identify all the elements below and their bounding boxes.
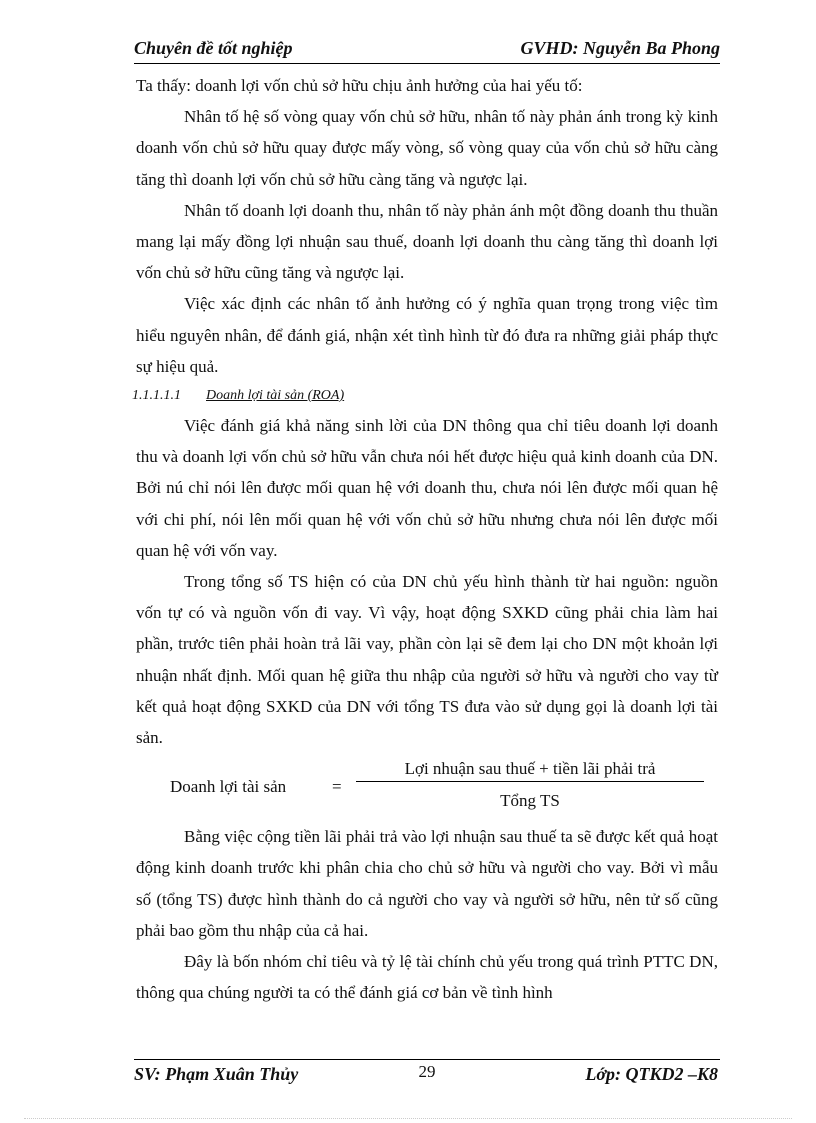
section-title: Doanh lợi tài sản (ROA) xyxy=(206,388,345,404)
footer-class: Lớp: QTKD2 –K8 xyxy=(585,1064,718,1084)
section-number: 1.1.1.1.1 xyxy=(132,388,181,404)
document-body xyxy=(132,70,718,1008)
paragraph: Việc đánh giá khả năng sinh lời của DN thông qua chỉ tiêu doanh lợi doanh thu và doanh lợi vốn chủ sở hữu vẫn chưa nói hết được hiệu quả kinh doanh của DN. Bởi nú chỉ nói lên được mối quan hệ với doanh thu, chưa nói lên được mối quan hệ với chi phí, nói lên mối quan hệ với vốn chủ sở hữu nhưng chưa nói lên được mối quan hệ với vốn vay. xyxy=(136,416,718,560)
formula-denominator: Tổng TS xyxy=(500,791,560,811)
fraction-bar xyxy=(356,781,704,782)
roa-formula xyxy=(136,757,718,821)
paragraph: Đây là bốn nhóm chỉ tiêu và tỷ lệ tài chính chủ yếu trong quá trình PTTC DN, thông qua chúng người ta có thể đánh giá cơ bản về tình hình xyxy=(136,952,718,1003)
page-footer xyxy=(134,1064,720,1088)
paragraph: Ta thấy: doanh lợi vốn chủ sở hữu chịu ảnh hưởng của hai yếu tố: xyxy=(136,76,583,95)
header-title: Chuyên đề tốt nghiệp xyxy=(134,38,293,58)
footer-divider xyxy=(134,1059,720,1060)
section-heading xyxy=(132,382,718,410)
page-edge xyxy=(24,1118,792,1119)
footer-student: SV: Phạm Xuân Thủy xyxy=(134,1064,299,1084)
paragraph: Nhân tố doanh lợi doanh thu, nhân tố này phản ánh một đồng doanh thu thuần mang lại mấy đồng lợi nhuận sau thuế, doanh lợi doanh thu càng tăng thì doanh lợi vốn chủ sở hữu cũng tăng và ngược lại. xyxy=(136,200,718,283)
paragraph: Bằng việc cộng tiền lãi phải trả vào lợi nhuận sau thuế ta sẽ được kết quả hoạt động kinh doanh trước khi phân chia cho chủ sở hữu và người cho vay. Bởi vì mẫu số (tổng TS) được hình thành do cả người cho vay và người sở hữu, nên tử số cũng phải bao gồm thu nhập của cả hai. xyxy=(136,827,718,940)
formula-label: Doanh lợi tài sản xyxy=(170,777,287,797)
paragraph: Việc xác định các nhân tố ảnh hưởng có ý nghĩa quan trọng trong việc tìm hiểu nguyên nhân, để đánh giá, nhận xét tình hình từ đó đưa ra những giải pháp thực sự hiệu quả. xyxy=(136,294,718,376)
formula-equals: = xyxy=(332,777,342,797)
header-divider xyxy=(134,63,720,64)
paragraph: Trong tổng số TS hiện có của DN chủ yếu hình thành từ hai nguồn: nguồn vốn tự có và nguồn vốn đi vay. Vì vậy, hoạt động SXKD cũng phải chia làm hai phần, trước tiên phải hoàn trả lãi vay, phần còn lại sẽ đem lại cho DN một khoản lợi nhuận nhất định. Mối quan hệ giữa thu nhập của người sở hữu và người cho vay từ kết quả hoạt động SXKD của DN với tổng TS đưa vào sử dụng gọi là doanh lợi tài sản. xyxy=(136,572,718,748)
paragraph: Nhân tố hệ số vòng quay vốn chủ sở hữu, nhân tố này phản ánh trong kỳ kinh doanh vốn chủ sở hữu quay được mấy vòng, số vòng quay của vốn chủ sở hữu càng tăng thì doanh lợi vốn chủ sở hữu càng tăng và ngược lại. xyxy=(136,107,718,189)
header-supervisor: GVHD: Nguyễn Ba Phong xyxy=(520,38,720,58)
page-header xyxy=(134,38,720,62)
page-number: 29 xyxy=(418,1062,436,1081)
formula-numerator: Lợi nhuận sau thuế + tiền lãi phải trả xyxy=(404,759,656,779)
